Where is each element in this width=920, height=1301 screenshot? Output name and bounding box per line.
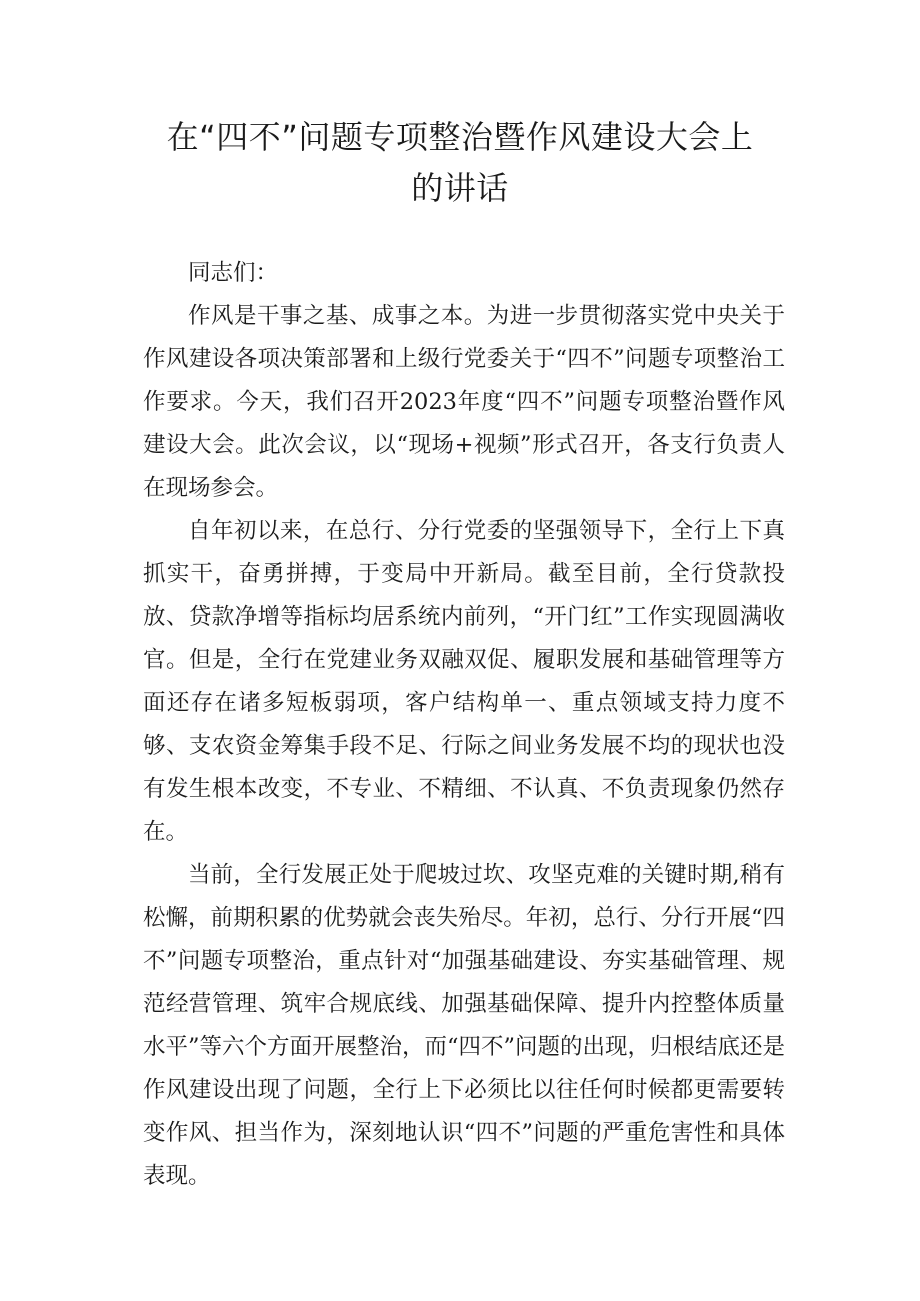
title-line-1: 在“四不”问题专项整治暨作风建设大会上 <box>166 118 754 156</box>
salutation: 同志们： <box>188 260 279 286</box>
title-line-2: 的讲话 <box>411 169 509 207</box>
document-body <box>143 252 785 1198</box>
paragraph-1: 作风是干事之基、成事之本。为进一步贯彻落实党中央关于作风建设各项决策部署和上级行党委关于“四不”问题专项整治工作要求。今天，我们召开2023年度“四不”问题专项整治暨作风建设大会。此次会议，以“现场+视频”形式召开，各支行负责人在现场参会。 <box>143 303 785 501</box>
paragraph-3: 当前，全行发展正处于爬坡过坎、攻坚克难的关键时期,稍有松懈，前期积累的优势就会丧失殆尽。年初，总行、分行开展“四不”问题专项整治，重点针对“加强基础建设、夯实基础管理、规范经营管理、筑牢合规底线、加强基础保障、提升内控整体质量水平”等六个方面开展整治，而“四不”问题的出现，归根结底还是作风建设出现了问题，全行上下必须比以往任何时候都更需要转变作风、担当作为，深刻地认识“四不”问题的严重危害性和具体表现。 <box>143 862 786 1189</box>
paragraph-2: 自年初以来，在总行、分行党委的坚强领导下，全行上下真抓实干，奋勇拼搏，于变局中开新局。截至目前，全行贷款投放、贷款净增等指标均居系统内前列，“开门红”工作实现圆满收官。但是，全行在党建业务双融双促、履职发展和基础管理等方面还存在诸多短板弱项，客户结构单一、重点领域支持力度不够、支农资金筹集手段不足、行际之间业务发展不均的现状也没有发生根本改变，不专业、不精细、不认真、不负责现象仍然存在。 <box>143 518 785 845</box>
document-title <box>140 112 780 214</box>
